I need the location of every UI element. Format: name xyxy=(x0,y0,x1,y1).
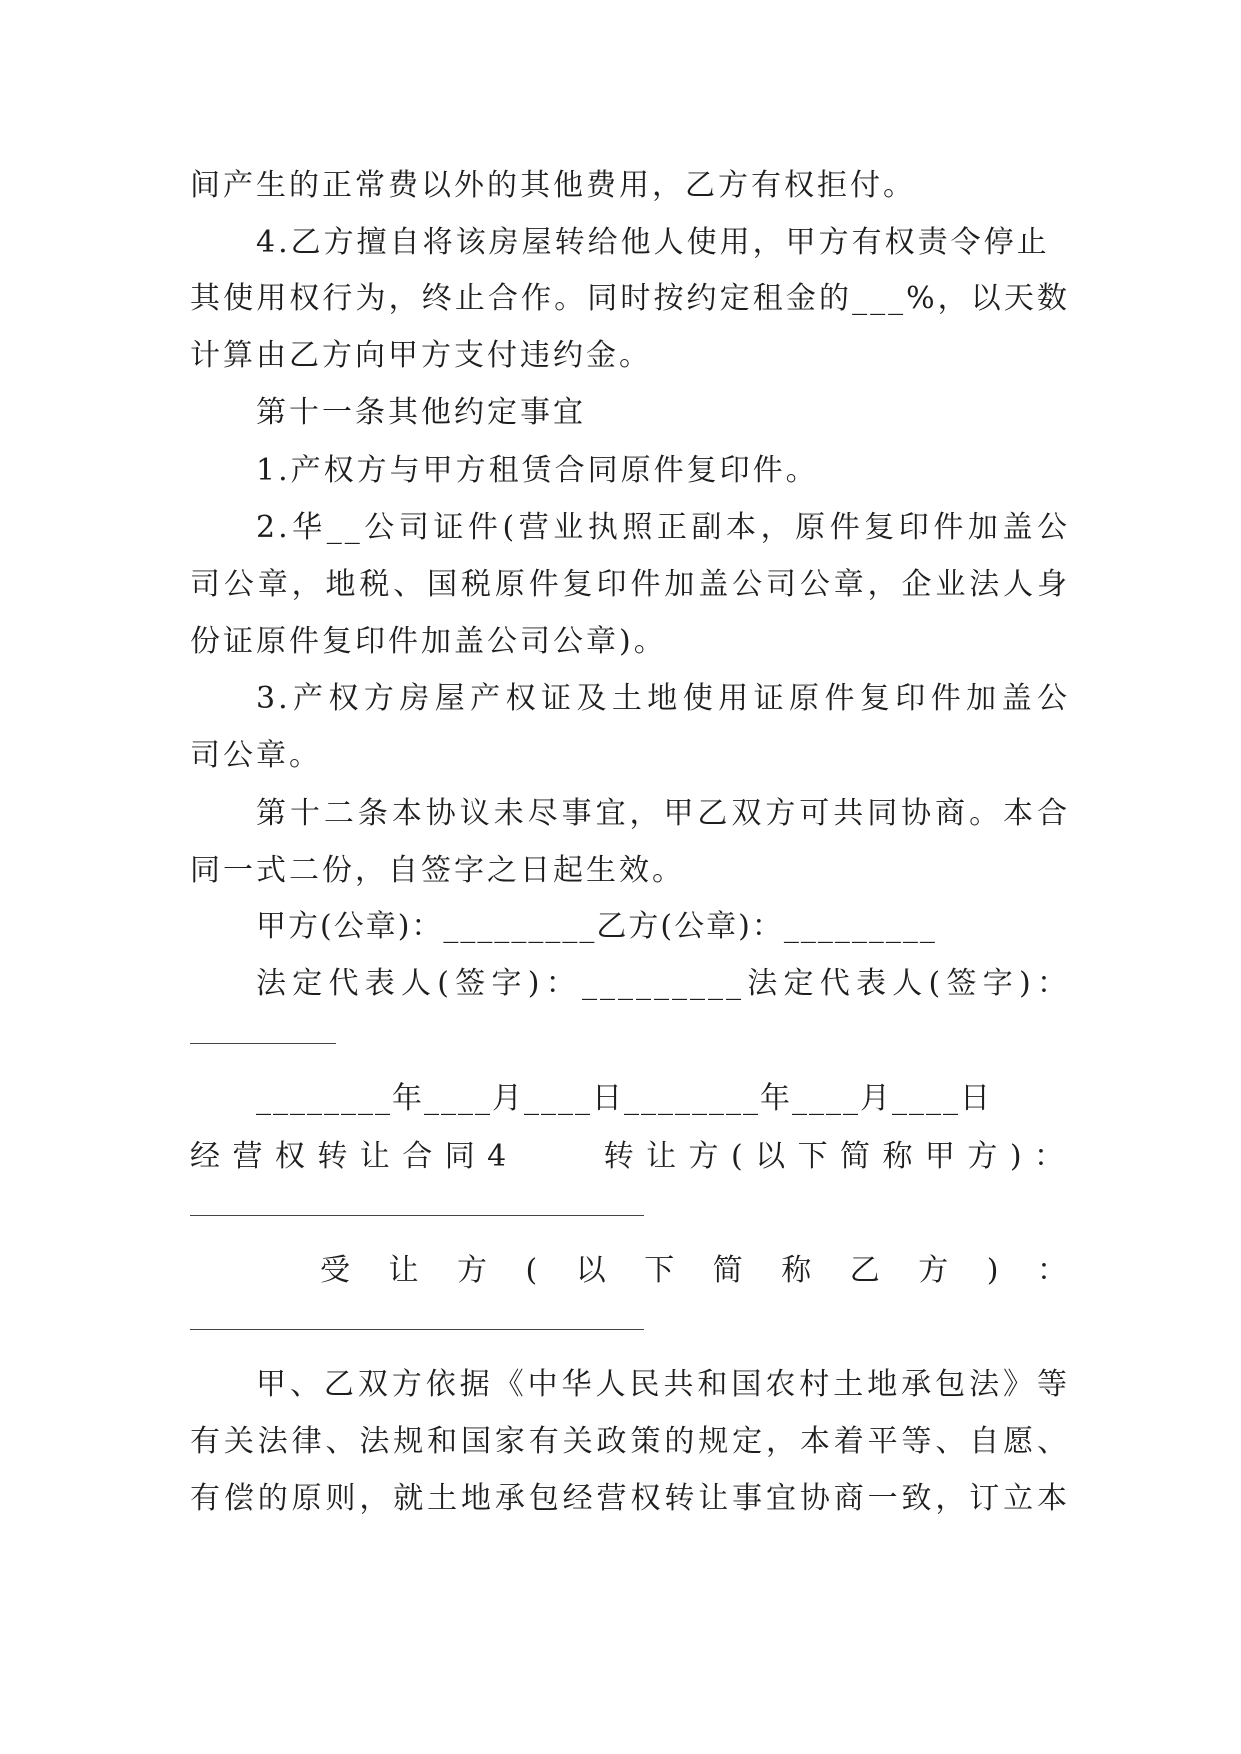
contract-title-line: 经营权转让合同4 转让方(以下简称甲方)： xyxy=(190,1139,1070,1174)
section-heading: 第十二条本协议未尽事宜，甲乙双方可共同协商。本合 xyxy=(256,796,1070,831)
section-heading: 第十一条其他约定事宜 xyxy=(256,395,586,430)
text-line: 2.华__公司证件(营业执照正副本，原件复印件加盖公 xyxy=(256,510,1070,545)
transferee-blank-rule xyxy=(190,1329,644,1330)
signature-line-representative: 法定代表人(签字)：_________法定代表人(签字)： xyxy=(256,966,1070,1001)
text-line: 甲、乙双方依据《中华人民共和国农村土地承包法》等 xyxy=(256,1367,1070,1402)
date-line: ________年____月____日________年____月____日 xyxy=(256,1081,992,1116)
text-line: 份证原件复印件加盖公司公章)。 xyxy=(190,624,667,659)
signature-line-seal: 甲方(公章)：_________乙方(公章)：_________ xyxy=(256,909,937,944)
transferee-line: 受让方(以下简称乙方)： xyxy=(320,1253,1070,1288)
text-line: 同一式二份，自签字之日起生效。 xyxy=(190,853,685,888)
signature-blank-rule xyxy=(190,1043,336,1044)
text-line: 有关法律、法规和国家有关政策的规定，本着平等、自愿、 xyxy=(190,1424,1070,1459)
text-line: 3.产权方房屋产权证及土地使用证原件复印件加盖公 xyxy=(256,681,1070,716)
text-line: 间产生的正常费以外的其他费用，乙方有权拒付。 xyxy=(190,168,916,203)
text-line: 司公章，地税、国税原件复印件加盖公司公章，企业法人身 xyxy=(190,567,1070,602)
text-line: 1.产权方与甲方租赁合同原件复印件。 xyxy=(256,453,819,488)
text-line: 司公章。 xyxy=(190,738,322,773)
transferor-blank-rule xyxy=(190,1215,644,1216)
text-line: 有偿的原则，就土地承包经营权转让事宜协商一致，订立本 xyxy=(190,1481,1070,1516)
text-line: 计算由乙方向甲方支付违约金。 xyxy=(190,338,652,373)
text-line: 其使用权行为，终止合作。同时按约定租金的___%，以天数 xyxy=(190,281,1070,316)
text-line: 4.乙方擅自将该房屋转给他人使用，甲方有权责令停止 xyxy=(256,225,1050,260)
